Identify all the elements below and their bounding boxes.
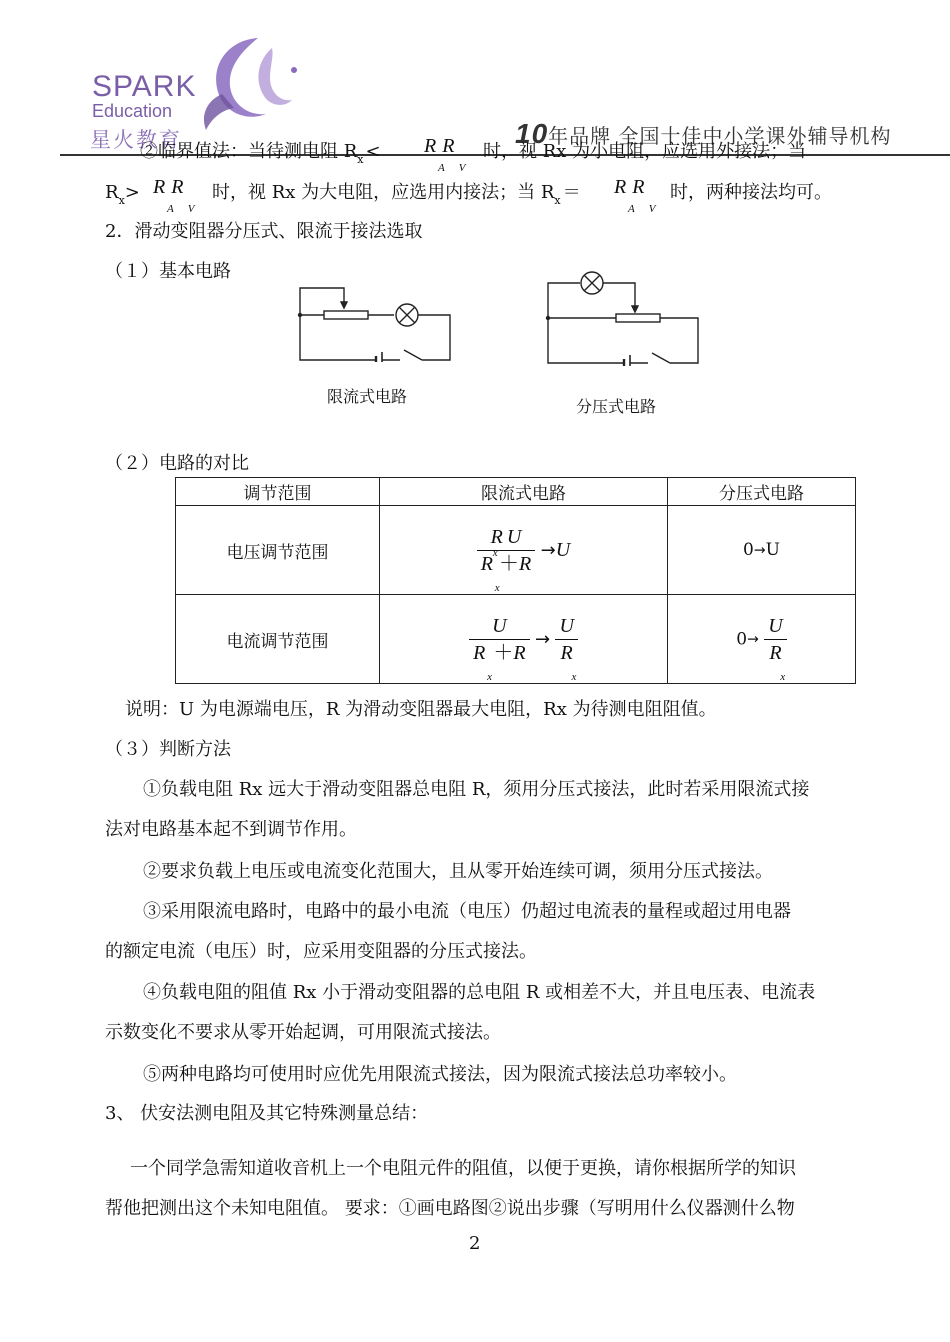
fraction-u-over-rx-2: U R x (764, 613, 786, 666)
method-5: ⑤两种电路均可使用时应优先用限流式接法，因为限流式接法总功率较小。 (143, 1064, 737, 1085)
cl2-gt: > (124, 182, 140, 203)
logo-chinese-text: 星火教育 (90, 128, 182, 152)
cl1-sub-x: x (357, 153, 364, 166)
table-row-voltage (176, 506, 856, 595)
arrow-icon: → (534, 628, 551, 650)
cl2-r: R (105, 182, 119, 203)
method-3-line-a: ③采用限流电路时，电路中的最小电流（电压）仍超过电流表的量程或超过用电器 (143, 901, 791, 922)
question-line-2: 帮他把测出这个未知电阻值。 要求：①画电路图②说出步骤（写明用什么仪器测什么物 (105, 1198, 795, 1219)
section-3-title: 3、 伏安法测电阻及其它特殊测量总结： (105, 1103, 429, 1124)
arrow-icon: → (753, 542, 766, 559)
sqrt-ra-rv-1: R R A V (424, 135, 466, 174)
table-header-row (176, 478, 856, 506)
row-voltage-label: 电压调节范围 (176, 506, 380, 595)
th-divider: 分压式电路 (668, 478, 856, 506)
logo-spark-text: SPARK (92, 70, 197, 103)
fraction-u-over-rx-plus-r: U R ＋R x (469, 613, 529, 666)
critical-line-2-mid: 时，视 Rx 为大电阻，应选用内接法；当 $R_x$ ＝ (212, 182, 581, 207)
th-limiting: 限流式电路 (380, 478, 668, 506)
row-current-label: 电流调节范围 (176, 595, 380, 684)
section-2-title: 2．滑动变阻器分压式、限流于接法选取 (105, 221, 423, 242)
cl1-text-a: ②临界值法：当待测电阻 R (140, 141, 358, 162)
arrow-icon: → (540, 539, 556, 561)
method-2: ②要求负载上电压或电流变化范围大，且从零开始连续可调，须用分压式接法。 (143, 861, 773, 882)
circuit-1-label: 限流式电路 (327, 387, 408, 406)
method-1-line-b: 法对电路基本起不到调节作用。 (105, 819, 357, 840)
sub-3-title: （３）判断方法 (105, 739, 231, 760)
cl1-lt: < (365, 141, 381, 162)
cl2-sub-x: x (118, 194, 125, 207)
th-range: 调节范围 (176, 478, 380, 506)
slogan-number: 10 (515, 118, 549, 149)
question-line-1: 一个同学急需知道收音机上一个电阻元件的阻值，以便于更换，请你根据所学的知识 (130, 1158, 796, 1179)
critical-line-1 (140, 140, 381, 172)
current-limiting-circuit-diagram (292, 280, 457, 362)
voltage-divider-circuit-diagram (540, 268, 705, 366)
fraction-u-over-rx: U R x (555, 613, 577, 666)
sqrt-ra-rv-3: R R A V (614, 176, 656, 215)
page-number: 2 (469, 1233, 481, 1254)
slogan-text: 年品牌 全国十佳中小学课外辅导机构 (548, 124, 892, 148)
critical-line-1-tail: 时，视 Rx 为小电阻，应选用外接法；当 (483, 141, 807, 162)
current-divider-range: 0→ U R x (668, 595, 856, 684)
spark-logo-swirl (188, 30, 308, 140)
sub-2-title: （２）电路的对比 (105, 453, 249, 474)
current-limiting-formula (380, 595, 668, 684)
method-1-line-a: ①负载电阻 Rx 远大于滑动变阻器总电阻 R，须用分压式接法，此时若采用限流式接 (143, 779, 810, 800)
circuit-comparison-table (175, 477, 856, 684)
arrow-icon: → (747, 631, 759, 647)
method-4-line-a: ④负载电阻的阻值 Rx 小于滑动变阻器的总电阻 R 或相差不大，并且电压表、电流表 (143, 982, 816, 1003)
circuit-2-label: 分压式电路 (576, 397, 657, 416)
critical-line-2 (105, 181, 140, 213)
method-4-line-b: 示数变化不要求从零开始起调，可用限流式接法。 (105, 1022, 501, 1043)
table-row-current (176, 595, 856, 684)
sqrt-ra-rv-2: R R A V (153, 176, 195, 215)
voltage-limiting-formula: R U x R ＋R x →U (380, 506, 668, 595)
critical-line-2-tail: 时，两种接法均可。 (670, 182, 832, 203)
sub-1-title: （１）基本电路 (105, 261, 231, 282)
table-note: 说明：U 为电源端电压，R 为滑动变阻器最大电阻，Rx 为待测电阻阻值。 (125, 699, 717, 720)
method-3-line-b: 的额定电流（电压）时，应采用变阻器的分压式接法。 (105, 941, 537, 962)
logo-education-text: Education (92, 101, 173, 121)
voltage-divider-range: 0→U (668, 506, 856, 595)
fraction-rxu-over-rx-plus-r: R U x R ＋R x (477, 524, 535, 577)
